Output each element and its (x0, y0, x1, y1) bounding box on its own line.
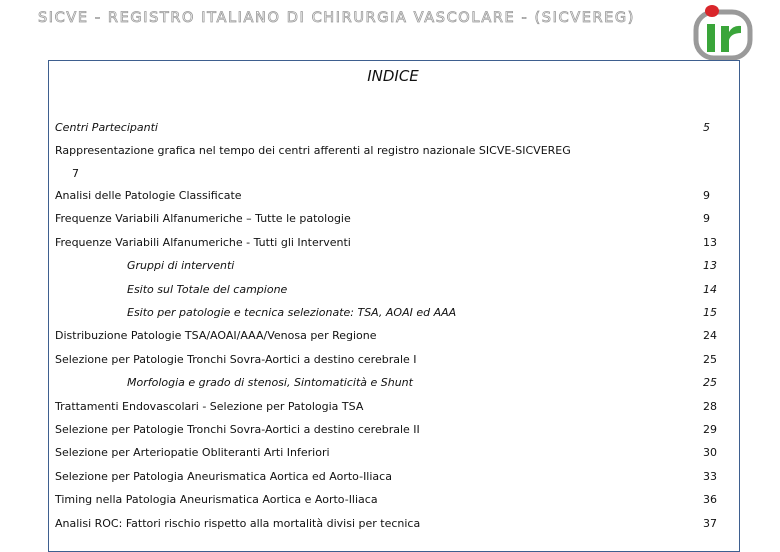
toc-entry-label: Gruppi di interventi (127, 259, 235, 272)
toc-entry[interactable] (55, 283, 738, 299)
toc-entry-page: 25 (703, 353, 717, 366)
toc-entry[interactable] (55, 189, 738, 205)
toc-entry-page: 25 (703, 376, 717, 389)
toc-entry[interactable] (55, 423, 738, 439)
toc-entry-page: 33 (703, 470, 717, 483)
toc-entry-label: Timing nella Patologia Aneurismatica Aortica e Aorto-Iliaca (55, 493, 378, 506)
toc-entry-page: 15 (703, 306, 717, 319)
toc-entry[interactable] (55, 144, 738, 180)
toc-entry-label: Selezione per Patologia Aneurismatica Aortica ed Aorto-Iliaca (55, 470, 392, 483)
toc-entry[interactable] (55, 121, 738, 137)
toc-entry[interactable] (55, 259, 738, 275)
index-heading: INDICE (367, 67, 419, 85)
toc-entry-label: Trattamenti Endovascolari - Selezione per Patologia TSA (55, 400, 364, 413)
toc-entry-label: Analisi ROC: Fattori rischio rispetto alla mortalità divisi per tecnica (55, 517, 421, 530)
toc-entry-label: Frequenze Variabili Alfanumeriche - Tutti gli Interventi (55, 236, 351, 249)
toc-entry[interactable] (55, 376, 738, 392)
toc-entry[interactable] (55, 306, 738, 322)
toc-entry[interactable] (55, 353, 738, 369)
toc-entry-label: Frequenze Variabili Alfanumeriche – Tutte le patologie (55, 212, 351, 225)
toc-entry[interactable] (55, 400, 738, 416)
toc-entry-page: 30 (703, 446, 717, 459)
toc-entry-page: 9 (703, 212, 710, 225)
toc-entry-label: Distribuzione Patologie TSA/AOAI/AAA/Venosa per Regione (55, 329, 377, 342)
toc-entry[interactable] (55, 329, 738, 345)
toc-entry-page: 7 (72, 167, 79, 180)
toc-entry[interactable] (55, 446, 738, 462)
toc-entry[interactable] (55, 493, 738, 509)
toc-entry-label: Esito sul Totale del campione (127, 283, 288, 296)
toc-entry-label: Morfologia e grado di stenosi, Sintomaticità e Shunt (127, 376, 413, 389)
toc-entry-page: 37 (703, 517, 717, 530)
toc-entry-page: 36 (703, 493, 717, 506)
report-title: SICVE - REGISTRO ITALIANO DI CHIRURGIA VASCOLARE - (SICVEREG) (38, 10, 636, 26)
toc-entry-label: Selezione per Arteriopatie Obliteranti Arti Inferiori (55, 446, 330, 459)
toc-entry-label: Centri Partecipanti (55, 121, 158, 134)
toc-entry-label: Selezione per Patologie Tronchi Sovra-Aortici a destino cerebrale II (55, 423, 420, 436)
sicvereg-logo (693, 2, 753, 60)
toc-entry-page: 28 (703, 400, 717, 413)
toc-entry-label: Analisi delle Patologie Classificate (55, 189, 242, 202)
toc-entry[interactable] (55, 212, 738, 228)
toc-entry-page: 24 (703, 329, 717, 342)
toc-entry-page: 29 (703, 423, 717, 436)
toc-entry-page: 5 (703, 121, 710, 134)
toc-entry[interactable] (55, 470, 738, 486)
toc-entry-page: 13 (703, 236, 717, 249)
toc-entry-label: Rappresentazione grafica nel tempo dei centri afferenti al registro nazionale SICVE-SICVEREG (55, 144, 571, 157)
toc-entry[interactable] (55, 236, 738, 252)
toc-entry[interactable] (55, 517, 738, 533)
toc-entry-label: Selezione per Patologie Tronchi Sovra-Aortici a destino cerebrale I (55, 353, 417, 366)
toc-entry-page: 9 (703, 189, 710, 202)
toc-entry-page: 13 (703, 259, 717, 272)
toc-entry-page: 14 (703, 283, 717, 296)
toc-entry-label: Esito per patologie e tecnica selezionate: TSA, AOAI ed AAA (127, 306, 457, 319)
